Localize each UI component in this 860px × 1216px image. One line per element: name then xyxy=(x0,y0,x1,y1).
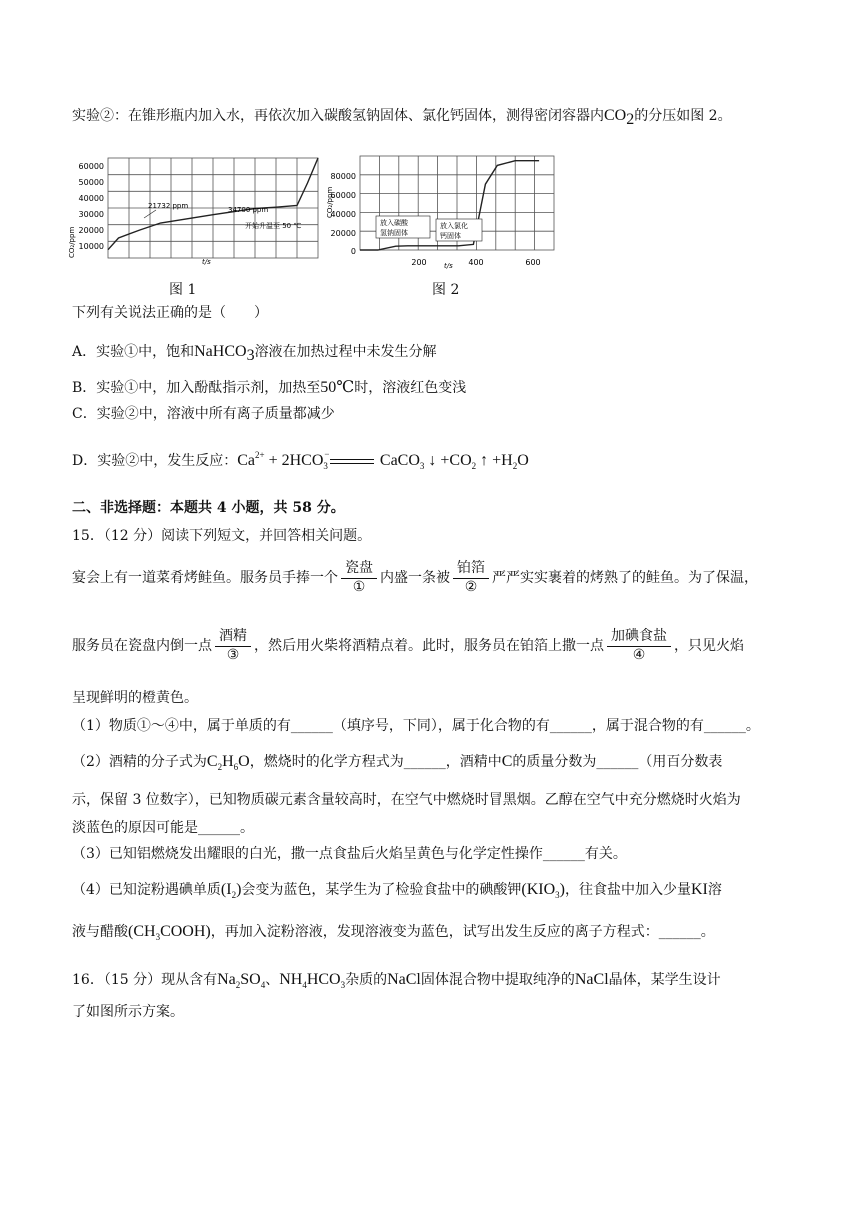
fig2-annotation-2a: 放入氯化 xyxy=(440,222,468,230)
q14-option-c: C．实验②中，溶液中所有离子质量都减少 xyxy=(72,406,335,422)
q15-sub1: （1）物质①～④中，属于单质的有______（填序号，下同），属于化合物的有______，属于混合物的有______。 xyxy=(72,718,760,734)
fig1-ytick: 30000 xyxy=(78,210,104,219)
fig2-ylabel: CO₂/ppm xyxy=(326,186,334,218)
section-heading: 二、非选择题：本题共 4 小题，共 58 分。 xyxy=(72,500,345,516)
q15-para-line1: 宴会上有一道菜肴烤鲑鱼。服务员手捧一个 $\frac{\text{瓷盘}}{\text{①}}$ 内盛一条被 $\frac{\text{铂箔}}{\text{②}}$ 严严实实裹着的烤熟了的鲑鱼。为了保温， xyxy=(72,560,758,595)
fig1-annotation-1: 21732 ppm xyxy=(148,202,189,210)
equals-sign xyxy=(330,459,374,464)
q15-para-line2: 服务员在瓷盘内倒一点 $\frac{\text{酒精}}{\text{③}}$ ，然后用火柴将酒精点着。此时，服务员在铂箔上撒一点 $\frac{\text{加碘食盐}}{\text{④}}$ ，只见火焰 xyxy=(72,628,744,663)
q15-sub2-line1: （2）酒精的分子式为$C_2H_6O$，燃烧时的化学方程式为______，酒精中C的质量分数为______（用百分数表 xyxy=(72,753,723,772)
figure-2 xyxy=(324,146,564,274)
fig1-plot-area xyxy=(108,158,318,258)
fig1-ytick: 60000 xyxy=(78,162,104,171)
fig2-ytick: 60000 xyxy=(330,191,356,200)
q14-option-a: A．实验①中，饱和NaHCO3溶液在加热过程中未发生分解 xyxy=(72,343,437,364)
fig1-annotation-3: 开始升温至 50 ℃ xyxy=(245,222,302,230)
q14-option-d: D．实验②中，发生反应：$Ca^{2+} + 2HCO$ − $_3$ CaCO$_3$ ↓ $+CO_2$ ↑ $+H_2O$ xyxy=(72,449,529,471)
figure-2-caption: 图 2 xyxy=(432,282,460,298)
q14-option-b: B．实验①中，加入酚酞指示剂，加热至50℃时，溶液红色变浅 xyxy=(72,379,467,396)
q15-sub3: （3）已知铝燃烧发出耀眼的白光，撒一点食盐后火焰呈黄色与化学定性操作______有关。 xyxy=(72,846,627,862)
q15-sub2-line2: 示，保留 3 位数字），已知物质碳元素含量较高时，在空气中燃烧时冒黑烟。乙醇在空气中充分燃烧时火焰为 xyxy=(72,792,741,808)
fig1-xlabel: t/s xyxy=(202,258,211,266)
fig2-xtick: 600 xyxy=(525,258,541,267)
fig2-annotation-1a: 放入碳酸 xyxy=(380,219,408,227)
fig2-xtick: 200 xyxy=(411,258,427,267)
fig1-annotation-2: 34700 ppm xyxy=(228,206,269,214)
q16-line2: 了如图所示方案。 xyxy=(72,1004,184,1020)
figure-1 xyxy=(68,150,328,270)
q15-sub4-line1: （4）已知淀粉遇碘单质$(I_2)$会变为蓝色，某学生为了检验食盐中的碘酸钾$(KIO_3)$，往食盐中加入少量KI溶 xyxy=(72,881,722,900)
q15-heading: 15．（12 分）阅读下列短文，并回答相关问题。 xyxy=(72,528,372,544)
fig1-ytick: 10000 xyxy=(78,242,104,251)
fig2-annotation-2b: 钙固体 xyxy=(440,232,461,240)
fig1-ylabel: CO₂/ppm xyxy=(68,226,76,258)
fig1-ytick: 20000 xyxy=(78,226,104,235)
fig1-ytick: 40000 xyxy=(78,194,104,203)
q14-stem: 下列有关说法正确的是（ ） xyxy=(72,305,268,321)
q15-sub2-line3: 淡蓝色的原因可能是______。 xyxy=(72,820,254,836)
exp2-line: 实验②：在锥形瓶内加入水，再依次加入碳酸氢钠固体、氯化钙固体，测得密闭容器内CO2的分压如图 2。 xyxy=(72,107,732,128)
fig2-ytick: 20000 xyxy=(330,229,356,238)
fig2-xlabel: t/s xyxy=(444,262,453,270)
fig2-ytick: 0 xyxy=(350,247,356,256)
q15-sub4-line2: 液与醋酸$(CH_3COOH)$，再加入淀粉溶液，发现溶液变为蓝色，试写出发生反应的离子方程式：______。 xyxy=(72,923,715,942)
fig2-annotation-1b: 氢钠固体 xyxy=(380,229,408,237)
q15-para-line3: 呈现鲜明的橙黄色。 xyxy=(72,690,198,706)
figure-1-caption: 图 1 xyxy=(169,282,197,298)
fig1-ytick: 50000 xyxy=(78,178,104,187)
fig2-xtick: 400 xyxy=(468,258,484,267)
q16-line1: 16．（15 分）现从含有$Na_2SO_4$、$NH_4HCO_3$杂质的NaCl固体混合物中提取纯净的NaCl晶体，某学生设计 xyxy=(72,971,721,990)
fig2-ytick: 80000 xyxy=(330,172,356,181)
fig2-ytick: 40000 xyxy=(330,210,356,219)
